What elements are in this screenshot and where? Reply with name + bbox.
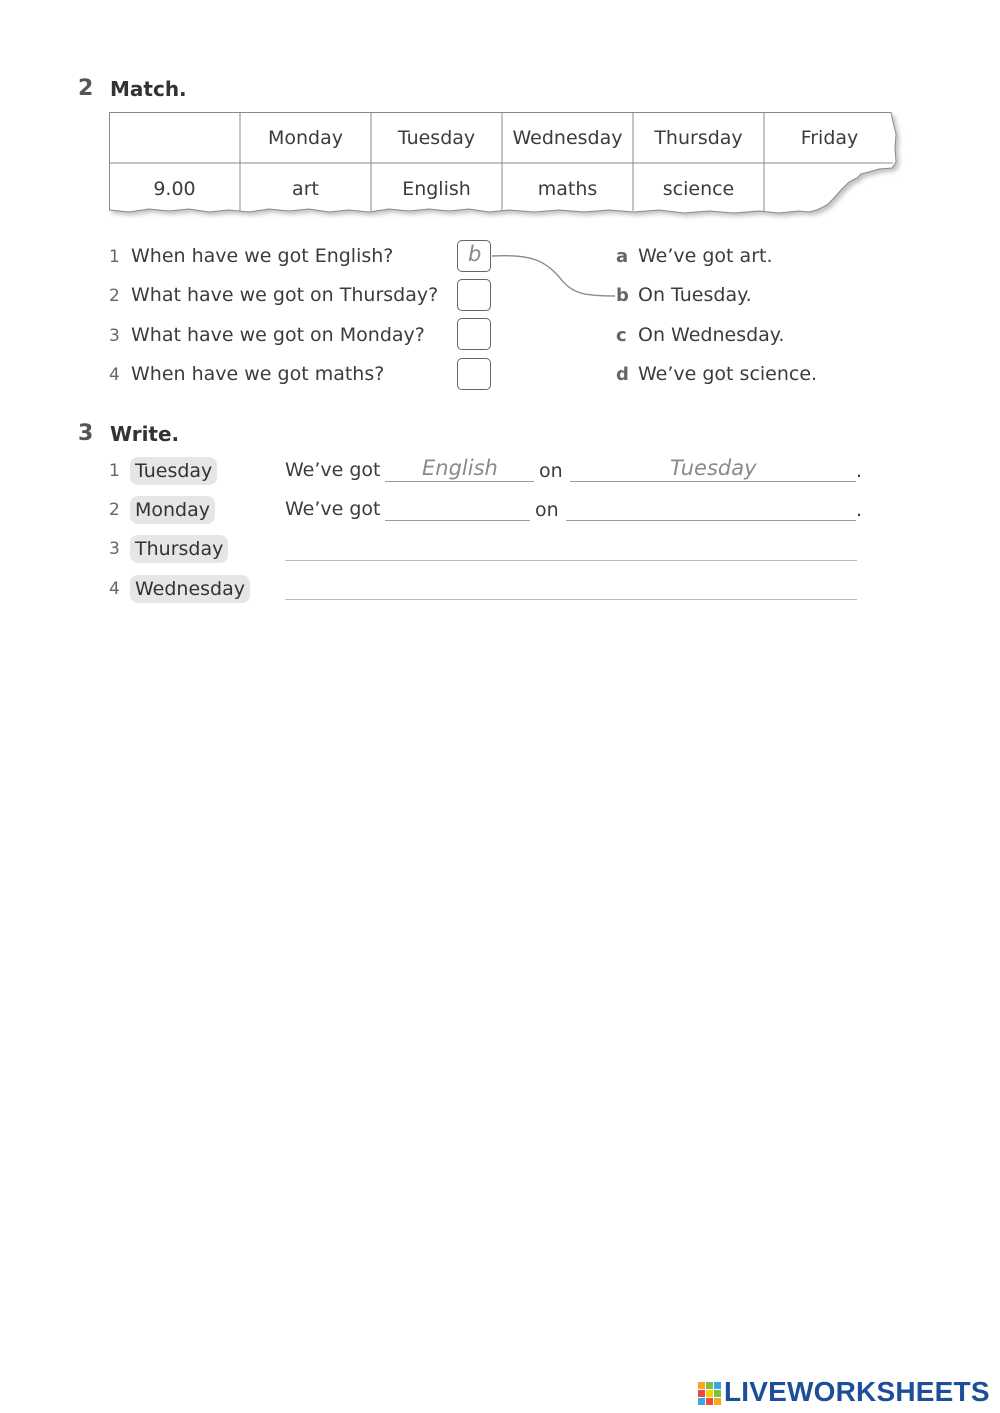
write-row-2-mid: on (535, 499, 559, 521)
header-cell-wednesday: Wednesday (512, 127, 623, 149)
header-cell-empty (109, 113, 240, 163)
exercise-3-number: 3 (78, 421, 94, 446)
option-d-text: We’ve got science. (638, 363, 818, 385)
write-row-1-answer-1: English (422, 456, 498, 480)
exercise-2-title: Match. (110, 77, 187, 101)
answer-box-2[interactable] (457, 279, 491, 311)
exercise-3-title: Write. (110, 422, 180, 446)
write-row-2-blank-1[interactable] (385, 520, 530, 521)
option-a-letter: a (616, 246, 629, 267)
write-row-3-number: 3 (109, 539, 120, 559)
answer-box-1[interactable] (457, 240, 491, 272)
question-1-text: When have we got English? (131, 245, 394, 267)
question-1-number: 1 (109, 247, 120, 267)
row-cell-thursday: science (662, 178, 735, 200)
option-a-text: We’ve got art. (638, 245, 773, 267)
header-cell-monday: Monday (267, 127, 343, 149)
write-row-4-number: 4 (109, 579, 120, 599)
question-3-number: 3 (109, 326, 120, 346)
write-row-1-mid: on (539, 460, 563, 482)
write-row-2-blank-2[interactable] (566, 520, 856, 521)
exercise-2-number: 2 (78, 76, 94, 101)
write-row-1-prefix: We’ve got (285, 459, 381, 481)
row-cell-tuesday: English (402, 178, 471, 200)
write-row-4-blank[interactable] (285, 599, 857, 600)
row-cell-friday (764, 164, 895, 214)
write-row-1-blank-2[interactable] (570, 481, 856, 482)
header-cell-tuesday: Tuesday (397, 127, 476, 149)
row-cell-monday: art (292, 178, 319, 200)
write-row-1-number: 1 (109, 461, 120, 481)
question-2-number: 2 (109, 286, 120, 306)
answer-box-3[interactable] (457, 318, 491, 350)
option-d-letter: d (616, 364, 629, 385)
option-c-text: On Wednesday. (638, 324, 785, 346)
write-row-3-day-chip: Thursday (130, 535, 228, 563)
timetable (109, 112, 896, 220)
answer-box-1-value: b (468, 242, 482, 266)
question-3-text: What have we got on Monday? (131, 324, 425, 346)
write-row-2-number: 2 (109, 500, 120, 520)
row-cell-wednesday: maths (537, 178, 598, 200)
write-row-3-blank[interactable] (285, 560, 857, 561)
write-row-1-end: . (856, 460, 863, 482)
write-row-2-prefix: We’ve got (285, 498, 381, 520)
row-cell-time: 9.00 (153, 178, 196, 200)
question-4-number: 4 (109, 365, 120, 385)
match-connector-line (490, 250, 620, 302)
write-row-1-blank-1[interactable] (385, 481, 534, 482)
option-c-letter: c (616, 325, 627, 346)
write-row-4-day-chip: Wednesday (130, 575, 250, 603)
option-b-letter: b (616, 285, 629, 306)
header-cell-thursday: Thursday (654, 127, 743, 149)
question-4-text: When have we got maths? (131, 363, 385, 385)
write-row-2-day-chip: Monday (130, 496, 215, 524)
write-row-1-answer-2: Tuesday (670, 456, 757, 480)
liveworksheets-logo-icon (697, 1381, 723, 1407)
question-2-text: What have we got on Thursday? (131, 284, 439, 306)
header-cell-friday: Friday (800, 127, 859, 149)
answer-box-4[interactable] (457, 358, 491, 390)
write-row-2-end: . (856, 499, 863, 521)
option-b-text: On Tuesday. (638, 284, 752, 306)
write-row-1-day-chip: Tuesday (130, 457, 217, 485)
liveworksheets-logo-text: LIVEWORKSHEETS (724, 1376, 990, 1407)
